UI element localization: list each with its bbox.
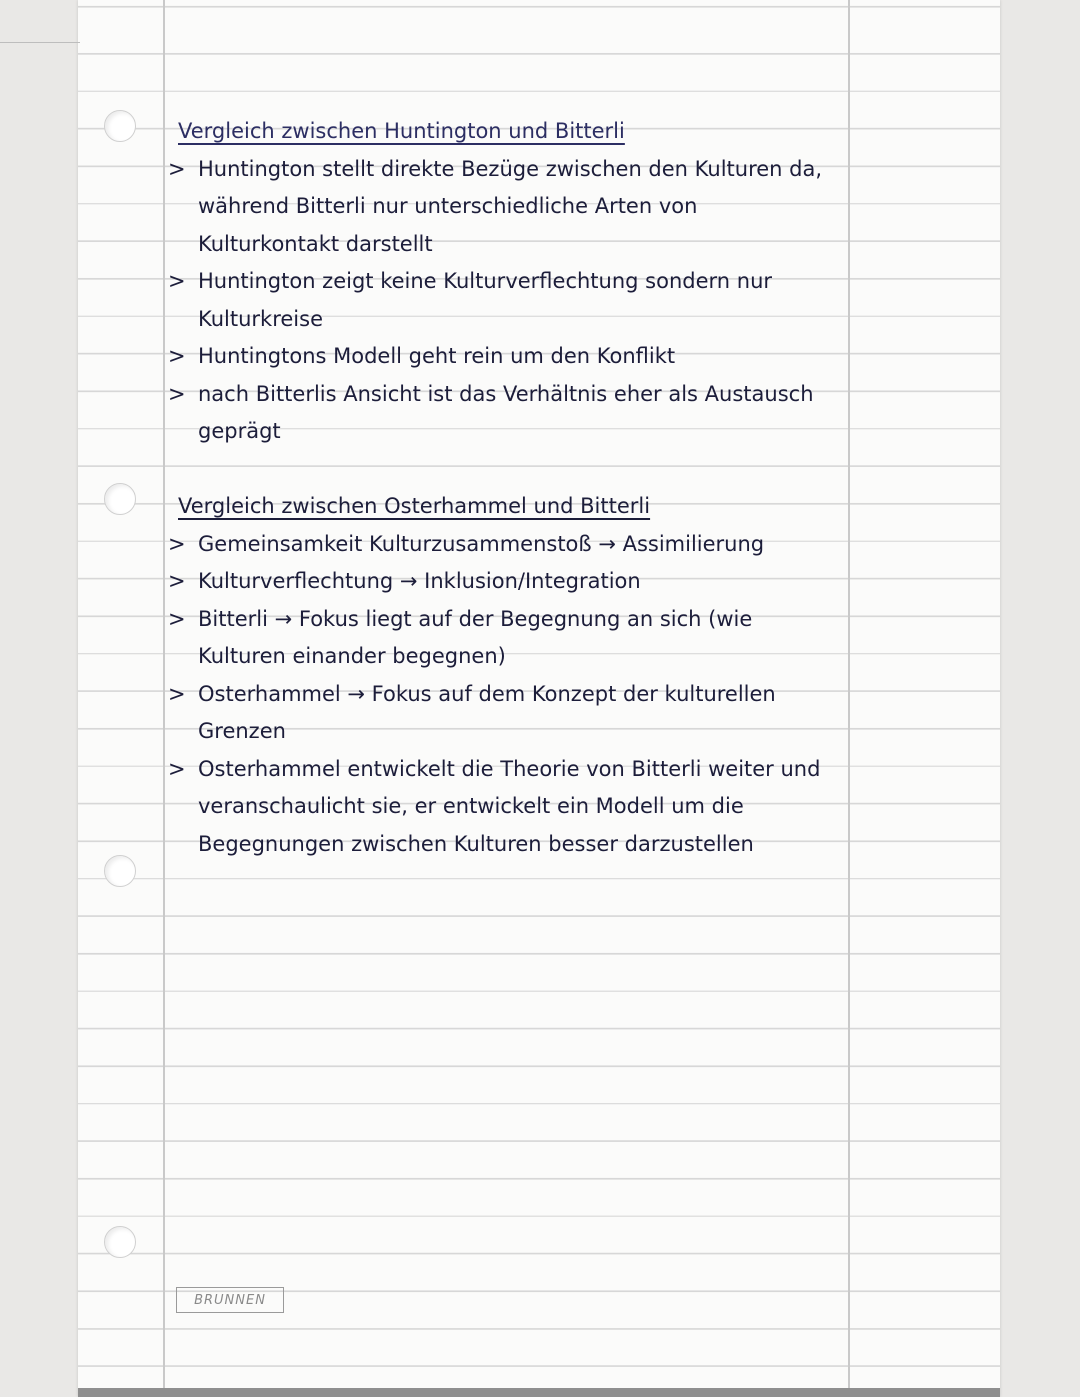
list-item-text: Osterhammel entwickelt die Theorie von Bitterli weiter und veranschaulicht sie, er entwickelt ein Modell um die Begegnungen zwischen Kulturen besser darzustellen: [198, 756, 821, 856]
bullet-arrow-icon: >: [168, 569, 186, 593]
list-item: [160, 376, 840, 451]
section-huntington-bitterli: [160, 113, 840, 451]
punch-hole-icon: [104, 110, 136, 142]
list-item-text: Bitterli → Fokus liegt auf der Begegnung an sich (wie Kulturen einander begegnen): [198, 606, 753, 668]
brand-logo: [176, 1287, 284, 1313]
list-item-text: Osterhammel → Fokus auf dem Konzept der kulturellen Grenzen: [198, 681, 776, 743]
list-item: [160, 338, 840, 376]
handwritten-notes: [160, 113, 840, 901]
list-item: [160, 563, 840, 601]
bullet-arrow-icon: >: [168, 269, 186, 293]
bullet-arrow-icon: >: [168, 606, 186, 631]
section-osterhammel-bitterli: [160, 488, 840, 863]
bullet-arrow-icon: >: [168, 756, 186, 781]
list-item-text: Huntingtons Modell geht rein um den Konflikt: [198, 344, 676, 368]
list-item: [160, 676, 840, 751]
punch-hole-icon: [104, 855, 136, 887]
bullet-arrow-icon: >: [168, 681, 186, 706]
list-item: [160, 751, 840, 864]
list-item-text: nach Bitterlis Ansicht ist das Verhältnis eher als Austausch geprägt: [198, 381, 814, 443]
right-margin-line: [848, 0, 850, 1397]
list-item-text: Huntington stellt direkte Bezüge zwischen den Kulturen da, während Bitterli nur unterschiedliche Arten von Kulturkontakt darstellt: [198, 156, 823, 256]
background-edge: [0, 42, 80, 43]
section-heading: Vergleich zwischen Osterhammel und Bitterli: [178, 494, 651, 518]
bullet-arrow-icon: >: [168, 381, 186, 406]
punch-hole-icon: [104, 483, 136, 515]
punch-hole-icon: [104, 1226, 136, 1258]
list-item: [160, 601, 840, 676]
bullet-arrow-icon: >: [168, 531, 186, 556]
brand-text: BRUNNEN: [194, 1292, 266, 1308]
page-bottom-edge: [78, 1388, 1000, 1397]
list-item-text: Gemeinsamkeit Kulturzusammenstoß → Assimilierung: [198, 531, 765, 556]
list-item: [160, 151, 840, 264]
bullet-arrow-icon: >: [168, 156, 186, 181]
list-item: [160, 263, 840, 338]
bullet-arrow-icon: >: [168, 344, 186, 368]
list-item-text: Huntington zeigt keine Kulturverflechtung sondern nur Kulturkreise: [198, 269, 773, 331]
list-item: [160, 526, 840, 564]
list-item-text: Kulturverflechtung → Inklusion/Integration: [198, 569, 641, 593]
section-heading: Vergleich zwischen Huntington und Bitterli: [178, 119, 625, 143]
